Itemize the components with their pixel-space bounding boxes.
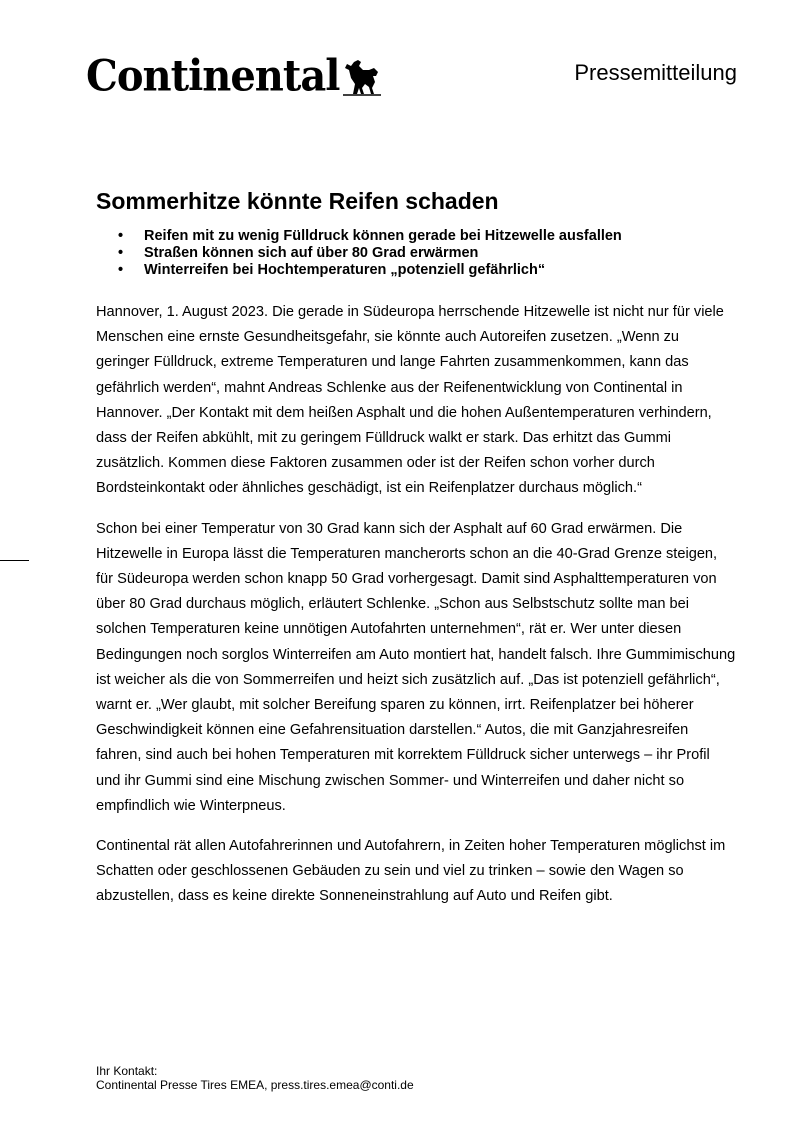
- summary-bullet: • Reifen mit zu wenig Fülldruck können gerade bei Hitzewelle ausfallen: [96, 228, 622, 245]
- fold-mark: [0, 560, 29, 561]
- contact-footer: [96, 1064, 414, 1092]
- body-paragraph: Hannover, 1. August 2023. Die gerade in Südeuropa herrschende Hitzewelle ist nicht nur für viele Menschen eine ernste Gesundheitsgefahr, sie könnte auch Autoreifen zusetzen. „Wenn zu geringer Fülldruck, extreme Temperaturen und lange Fahrten zusammenkommen, kann das gefährlich werden“, mahnt Andreas Schlenke aus der Reifenentwicklung von Continental in Hannover. „Der Kontakt mit dem heißen Asphalt und die hohen Außentemperaturen verhindern, dass der Reifen abkühlt, mit zu geringem Fülldruck walkt er stark. Das erhitzt das Gummi zusätzlich. Kommen diese Faktoren zusammen oder ist der Reifen schon vorher durch Bordsteinkontakt oder ähnliches geschädigt, ist ein Reifenplatzer durchaus möglich.“: [96, 304, 724, 497]
- document-type-label: Pressemitteilung: [574, 60, 737, 85]
- summary-bullet: • Winterreifen bei Hochtemperaturen „potenziell gefährlich“: [96, 262, 622, 279]
- summary-bullet-list: [96, 228, 622, 279]
- body-paragraph: Continental rät allen Autofahrerinnen und Autofahrern, in Zeiten hoher Temperaturen möglichst im Schatten oder geschlossenen Gebäuden zu sein und viel zu trinken – sowie den Wagen so abzustellen, dass es keine direkte Sonneneinstrahlung auf Auto und Reifen gibt.: [96, 838, 726, 905]
- body-paragraph: Schon bei einer Temperatur von 30 Grad kann sich der Asphalt auf 60 Grad erwärmen. Die Hitzewelle in Europa lässt die Temperaturen mancherorts schon an die 40-Grad Grenze steigen, für Südeuropa werden schon knapp 50 Grad vorhergesagt. Damit sind Asphalttemperaturen von über 80 Grad durchaus möglich, erläutert Schlenke. „Schon aus Selbstschutz sollte man bei solchen Temperaturen keine unnötigen Autofahrten unternehmen“, rät er. Wer unter diesen Bedingungen noch sorglos Winterreifen am Auto montiert hat, handelt falsch. Ihre Gummimischung ist weicher als die von Sommerreifen und heizt sich zusätzlich auf. „Das ist potenziell gefährlich“, warnt er. „Wer glaubt, mit solcher Bereifung sparen zu können, irrt. Reifenplatzer bei höherer Geschwindigkeit können eine Gefahrensituation darstellen.“ Autos, die mit Ganzjahresreifen fahren, sind auch bei hohen Temperaturen mit korrektem Fülldruck sicher unterwegs – ihr Profil und ihr Gummi sind eine Mischung zwischen Sommer- und Winterreifen und daher nicht so empfindlich wie Winterpneus.: [96, 520, 736, 814]
- contact-details: Continental Presse Tires EMEA, press.tires.emea@conti.de: [96, 1078, 414, 1092]
- contact-label: Ihr Kontakt:: [96, 1064, 158, 1078]
- article-body: [96, 300, 736, 925]
- page-title: Sommerhitze könnte Reifen schaden: [96, 188, 499, 214]
- rearing-horse-icon: [343, 58, 381, 96]
- logo-wordmark: Continental: [86, 50, 340, 102]
- continental-logo: [86, 42, 381, 102]
- summary-bullet: • Straßen können sich auf über 80 Grad erwärmen: [96, 245, 622, 262]
